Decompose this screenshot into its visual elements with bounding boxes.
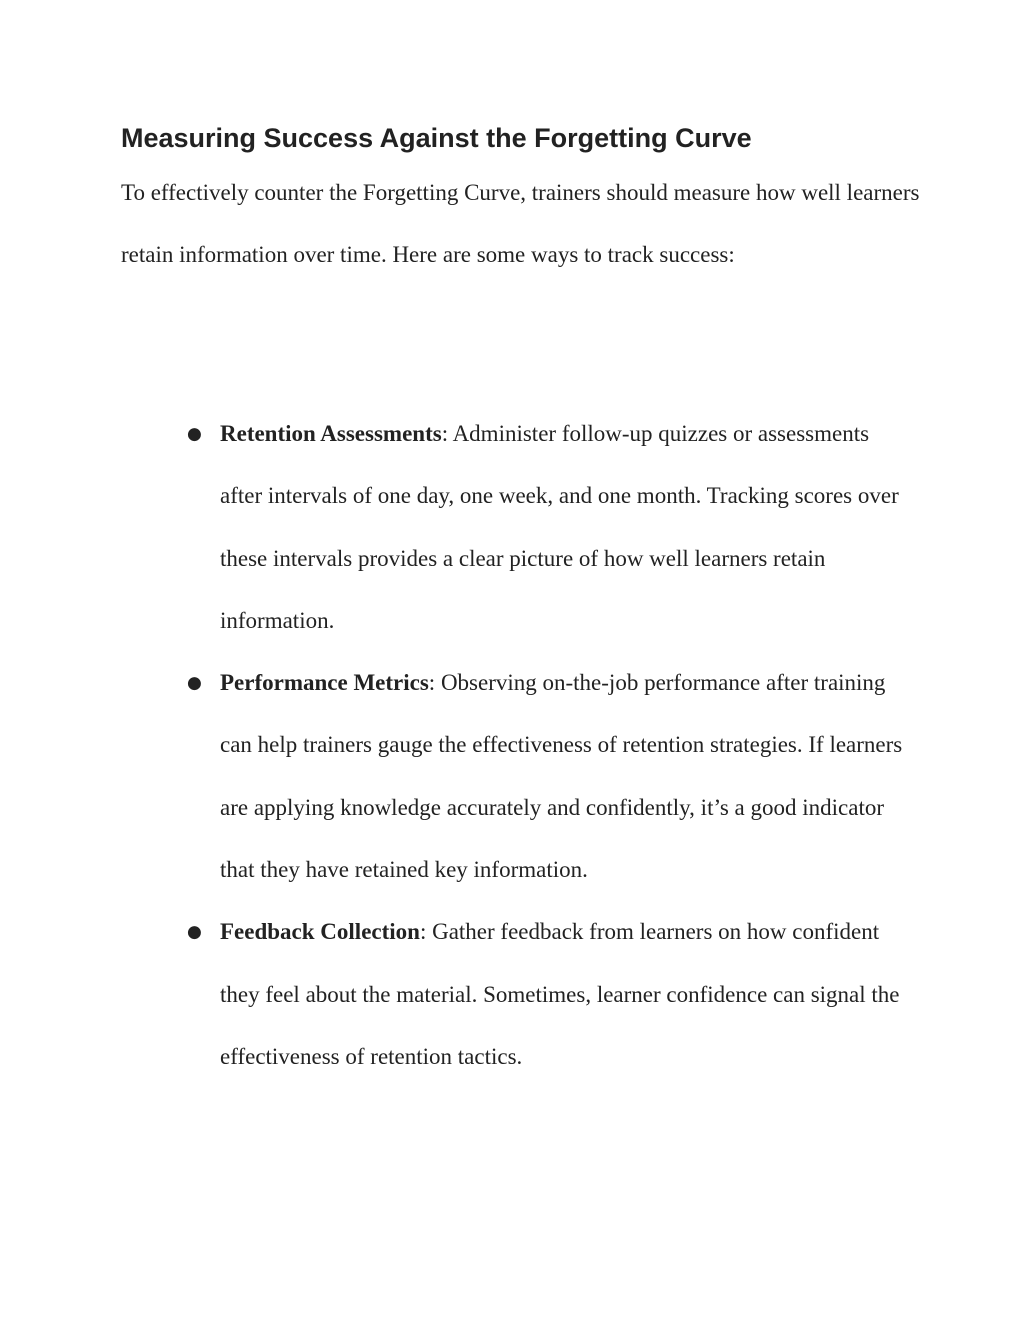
section-heading: Measuring Success Against the Forgetting Curve xyxy=(121,123,752,153)
list-item-retention-assessments xyxy=(187,403,907,652)
list-item-separator: : xyxy=(441,421,449,446)
list-item-text: Observing on-the-job performance after training can help trainers gauge the effectiveness of retention strategies. If learners are applying knowledge accurately and confidently, it’s a good indicator that they have retained key information. xyxy=(220,670,903,883)
list-item-term: Performance Metrics xyxy=(220,670,429,696)
list-item-term: Retention Assessments xyxy=(220,421,442,446)
bullet-icon: ● xyxy=(187,673,202,694)
list-item-separator: : xyxy=(428,670,436,696)
bullet-list xyxy=(187,403,907,1088)
list-item-text: Administer follow-up quizzes or assessments after intervals of one day, one week, and one month. Tracking scores over these intervals provides a clear picture of how well learners retain information. xyxy=(220,421,899,633)
list-item-feedback-collection xyxy=(187,901,907,1088)
list-item-separator: : xyxy=(419,919,427,945)
intro-paragraph: To effectively counter the Forgetting Curve, trainers should measure how well learners retain information over time. Here are some ways to track success: xyxy=(121,180,920,268)
list-item-term: Feedback Collection xyxy=(220,919,420,945)
bullet-icon: ● xyxy=(187,922,202,943)
bullet-icon: ● xyxy=(187,424,202,444)
list-item-text: Gather feedback from learners on how confident they feel about the material. Sometimes, learner confidence can signal the effectiveness of retention tactics. xyxy=(220,919,900,1069)
list-item-performance-metrics xyxy=(187,652,907,901)
